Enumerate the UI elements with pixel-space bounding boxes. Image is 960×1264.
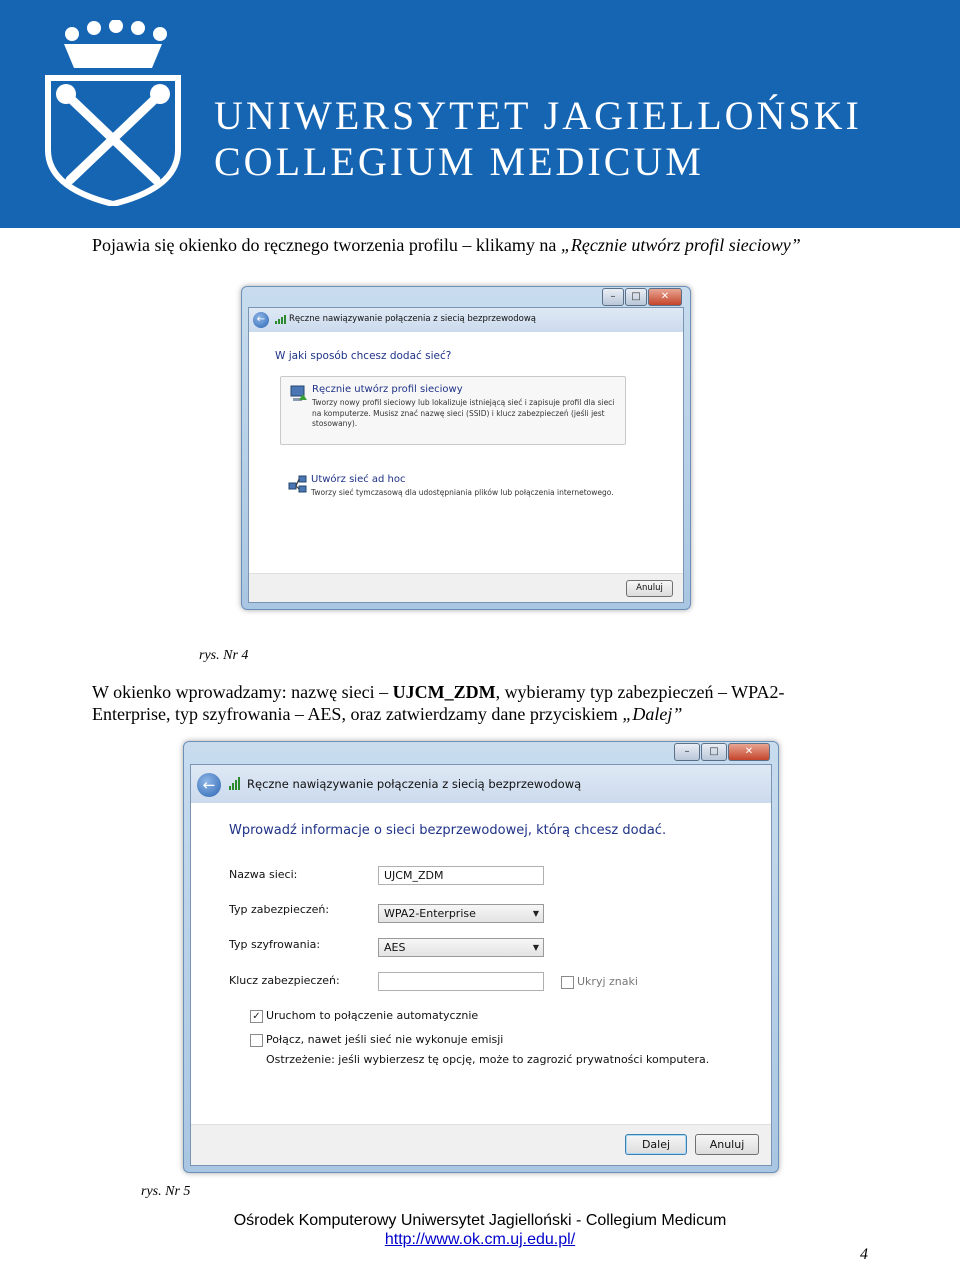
next-button[interactable]: Dalej: [625, 1134, 687, 1155]
auto-connect-checkbox[interactable]: ✓: [250, 1010, 263, 1023]
option-ad-hoc-title: Utwórz sieć ad hoc: [311, 474, 406, 485]
option-ad-hoc[interactable]: [280, 470, 624, 510]
encryption-type-label: Typ szyfrowania:: [229, 938, 321, 951]
security-type-value: WPA2-Enterprise: [384, 907, 476, 920]
dialog-add-network-method: [241, 286, 691, 610]
university-crest-logo: [42, 20, 184, 206]
dialog-title: Ręczne nawiązywanie połączenia z siecią bezprzewodową: [247, 777, 582, 791]
next-button-emphasis: „Dalej”: [622, 704, 683, 724]
dialog-button-bar: [249, 573, 683, 602]
footer-organization: Ośrodek Komputerowy Uniwersytet Jagielloński - Collegium Medicum: [233, 1212, 727, 1229]
dialog-client-area: [248, 307, 684, 603]
intro-paragraph-1: [92, 234, 801, 256]
footer-link-row: [0, 1231, 960, 1249]
auto-connect-label: Uruchom to połączenie automatycznie: [266, 1009, 479, 1022]
dialog-network-information: [183, 741, 779, 1173]
minimize-icon[interactable]: –: [602, 288, 624, 306]
university-name: UNIWERSYTET JAGIELLOŃSKI: [214, 93, 862, 138]
chevron-down-icon: ▼: [532, 943, 539, 952]
intro-paragraph-2: [92, 681, 784, 703]
footer-url-link[interactable]: http://www.ok.cm.uj.edu.pl/: [384, 1231, 576, 1248]
security-type-select[interactable]: [378, 904, 544, 923]
intro2-text-cont: , wybieramy typ zabezpieczeń – WPA2-: [495, 682, 785, 702]
intro-emphasis: „Ręcznie utwórz profil sieciowy”: [560, 235, 801, 255]
option-manual-description: Tworzy nowy profil sieciowy lub lokalizuje istniejącą sieć i zapisuje profil dla sieci na komputerze. Musisz znać nazwę sieci (SSID) i klucz zabezpieczeń (jeśli jest stosowany).: [312, 398, 615, 428]
option-ad-hoc-description: Tworzy sieć tymczasową dla udostępniania plików lub połączenia internetowego.: [311, 488, 614, 497]
privacy-warning: Ostrzeżenie: jeśli wybierzesz tę opcję, może to zagrozić prywatności komputera.: [266, 1053, 710, 1066]
wireless-signal-icon: [229, 777, 240, 790]
header-banner: [0, 0, 960, 228]
dialog-navbar-2: [191, 765, 771, 803]
intro2-line2: Enterprise, typ szyfrowania – AES, oraz zatwierdzamy dane przyciskiem: [92, 704, 623, 724]
network-name-emphasis: UJCM_ZDM: [392, 682, 496, 702]
option-manual-title: Ręcznie utwórz profil sieciowy: [312, 384, 463, 395]
option-manual-profile[interactable]: [280, 376, 626, 445]
back-arrow-icon[interactable]: ←: [253, 312, 269, 328]
connect-hidden-checkbox[interactable]: [250, 1034, 263, 1047]
network-computer-icon: [289, 384, 309, 404]
encryption-type-select[interactable]: [378, 938, 544, 957]
security-key-input[interactable]: [378, 972, 544, 991]
chevron-down-icon: ▼: [532, 909, 539, 918]
cancel-button[interactable]: Anuluj: [626, 580, 673, 597]
dialog-heading: Wprowadź informacje o sieci bezprzewodowej, którą chcesz dodać.: [229, 823, 667, 838]
intro-text: Pojawia się okienko do ręcznego tworzenia profilu – klikamy na: [92, 235, 561, 255]
back-arrow-icon[interactable]: ←: [197, 773, 221, 797]
minimize-icon[interactable]: –: [674, 743, 700, 761]
security-type-label: Typ zabezpieczeń:: [229, 903, 330, 916]
intro2-text: W okienko wprowadzamy: nazwę sieci –: [92, 682, 393, 702]
hide-chars-label: Ukryj znaki: [577, 975, 638, 988]
wireless-signal-icon: [275, 315, 286, 324]
hide-chars-checkbox[interactable]: [561, 976, 574, 989]
figure-caption-5: rys. Nr 5: [141, 1184, 191, 1199]
page-number: 4: [860, 1246, 868, 1263]
window-controls-2: [674, 743, 770, 761]
maximize-icon[interactable]: □: [625, 288, 647, 306]
intro-paragraph-2-line2: [92, 703, 682, 725]
connect-hidden-label: Połącz, nawet jeśli sieć nie wykonuje emisji: [266, 1033, 504, 1046]
cancel-button[interactable]: Anuluj: [695, 1134, 759, 1155]
security-key-label: Klucz zabezpieczeń:: [229, 974, 340, 987]
dialog-navbar: [249, 308, 683, 332]
dialog-question: W jaki sposób chcesz dodać sieć?: [275, 350, 452, 362]
dialog-client-area-2: [190, 764, 772, 1166]
maximize-icon[interactable]: □: [701, 743, 727, 761]
dialog-title: Ręczne nawiązywanie połączenia z siecią bezprzewodową: [289, 314, 536, 324]
window-controls: [602, 288, 682, 306]
network-name-label: Nazwa sieci:: [229, 868, 298, 881]
dialog-button-bar-2: [191, 1124, 771, 1165]
ad-hoc-network-icon: [288, 475, 308, 493]
faculty-name: COLLEGIUM MEDICUM: [214, 139, 704, 184]
figure-caption-4: rys. Nr 4: [199, 648, 249, 663]
encryption-type-value: AES: [384, 941, 406, 954]
close-icon[interactable]: ✕: [728, 743, 770, 761]
network-name-input[interactable]: UJCM_ZDM: [378, 866, 544, 885]
close-icon[interactable]: ✕: [648, 288, 682, 306]
